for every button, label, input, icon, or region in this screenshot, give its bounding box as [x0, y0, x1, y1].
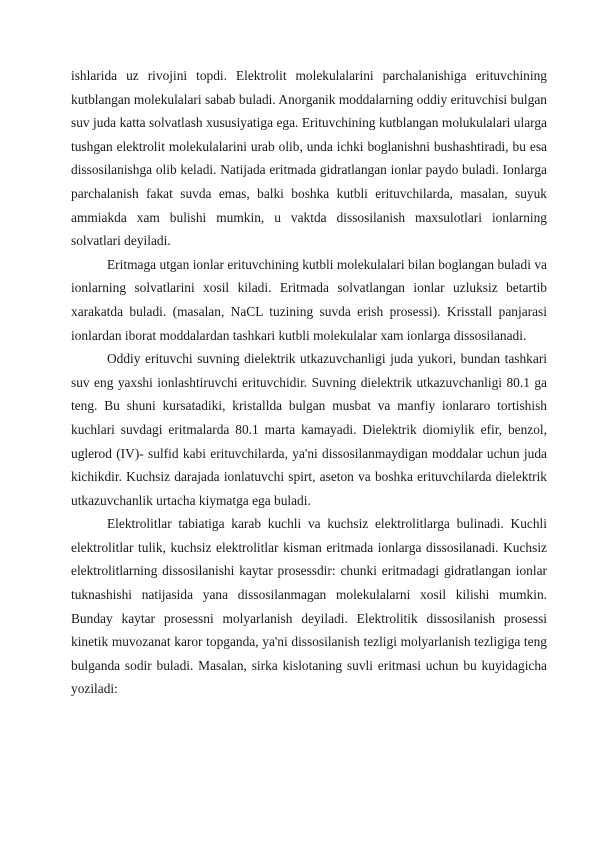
paragraph-4: Elektrolitlar tabiatiga karab kuchli va kuchsiz elektrolitlarga bulinadi. Kuchli elektrolitlar tulik, kuchsiz elektrolitlar kisman eritmada ionlarga dissosilanadi. Kuchsiz elektrolitlarning dissosilanishi kaytar prosessdir: chunki eritmadagi gidratlangan ionlar tuknashishi natijasida yana dissosilanmagan molekulalarni xosil kilishi mumkin. Bunday kaytar prosessni molyarlanish deyiladi. Elektrolitik dissosilanish prosessi kinetik muvozanat karor topganda, ya'ni dissosilanish tezligi molyarlanish tezligiga teng bulganda sodir buladi. Masalan, sirka kislotaning suvli eritmasi uchun bu kuyidagicha yoziladi:: [71, 516, 547, 697]
paragraph-1: ishlarida uz rivojini topdi. Elektrolit molekulalarini parchalanishiga erituvchining kutblangan molekulalari sabab buladi. Anorganik moddalarning oddiy erituvchisi bulgan suv juda katta solvatlash xususiyatiga ega. Erituvchining kutblangan molukulalari ularga tushgan elektrolit molekulalarini urab olib, unda ichki boglanishni bushashtiradi, bu esa dissosilanishga olib keladi. Natijada eritmada gidratlangan ionlar paydo buladi. Ionlarga parchalanish fakat suvda emas, balki boshka kutbli erituvchilarda, masalan, suyuk ammiakda xam bulishi mumkin, u vaktda dissosilanish maxsulotlari ionlarning solvatlari deyiladi.: [71, 68, 547, 249]
paragraph-2: Eritmaga utgan ionlar erituvchining kutbli molekulalari bilan boglangan buladi va ionlarning solvatlarini xosil kiladi. Eritmada solvatlangan ionlar uzluksiz betartib xarakatda buladi. (masalan, NaCL tuzining suvda erish prosessi). Krisstall panjarasi ionlardan iborat moddalardan tashkari kutbli molekulalar xam ionlarga dissosilanadi.: [71, 256, 547, 343]
paragraph-3: Oddiy erituvchi suvning dielektrik utkazuvchanligi juda yukori, bundan tashkari suv eng yaxshi ionlashtiruvchi erituvchidir. Suvning dielektrik utkazuvchanligi 80.1 ga teng. Bu shuni kursatadiki, kristallda bulgan musbat va manfiy ionlararo tortishish kuchlari suvdagi eritmalarda 80.1 marta kamayadi. Dielektrik diomiylik efir, benzol, uglerod (IV)- sulfid kabi erituvchilarda, ya'ni dissosilanmaydigan moddalar uchun juda kichikdir. Kuchsiz darajada ionlatuvchi spirt, aseton va boshka erituvchilarda dielektrik utkazuvchanlik urtacha kiymatga ega buladi.: [71, 351, 547, 508]
document-page: [71, 64, 547, 701]
